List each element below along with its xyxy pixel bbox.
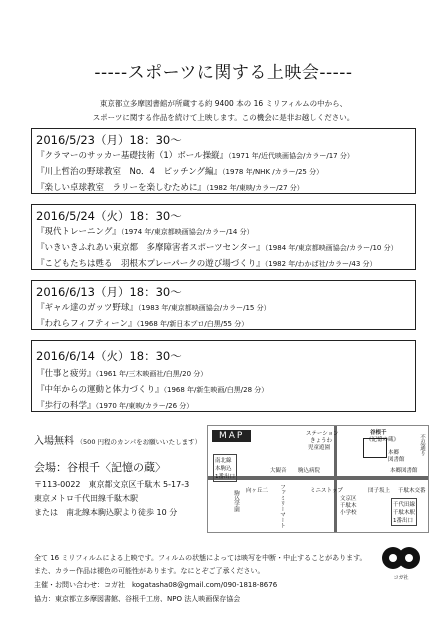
admission-main: 入場無料 xyxy=(34,436,74,447)
map-label: 駒込病院 xyxy=(298,468,321,474)
map-label: 図書館 xyxy=(388,457,405,463)
session-box xyxy=(31,280,416,330)
film-title: 『クラマーのサッカー基礎技術（1）ボール操縦』 xyxy=(36,151,229,161)
film-title: 『川上哲治の野球教室 No．4 ピッチング編』 xyxy=(36,167,223,177)
map-label: ミニストップ xyxy=(310,488,343,494)
footer-note: 全て 16 ミリフィルムによる上映です。フィルムの状態によっては映写を中断・中止することがあります。 xyxy=(34,554,367,562)
map-label: 児童遊園 xyxy=(308,445,331,451)
film-title: 『われらフィフティーン』 xyxy=(36,319,137,329)
map-label: 駒込学園 xyxy=(233,490,239,512)
film-title: 『歩行の科学』 xyxy=(36,401,96,411)
venue-address: 〒113-0022 東京都文京区千駄木 5-17-3 xyxy=(34,480,190,489)
admission xyxy=(34,432,201,447)
film-meta: （1970 年/東映/カラー/26 分） xyxy=(95,402,194,410)
session-date: 2016/5/24（火）18：30～ xyxy=(36,209,182,223)
map-label: きょうわ xyxy=(310,438,333,444)
film-title: 『現代トレーニング』 xyxy=(36,227,121,237)
map-label: 文京区 xyxy=(340,496,357,502)
film-meta: （1961 年/三木映画社/白黒/20 分） xyxy=(95,370,208,378)
map-label: 《記憶の蔵》 xyxy=(366,437,400,443)
road xyxy=(334,426,337,532)
intro-line: 東京都立多摩図書館が所蔵する約 9400 本の 16 ミリフィルムの中から、 xyxy=(99,99,348,108)
map-label: 不忍通り xyxy=(419,434,425,456)
station-box xyxy=(391,498,417,526)
station-box xyxy=(213,454,237,482)
logo-caption: コガ社 xyxy=(393,575,409,581)
film-item xyxy=(32,316,415,332)
session-box xyxy=(31,204,416,270)
film-title: 『こどもたちは甦る 羽根木プレーパークの遊び場づくり』 xyxy=(36,259,265,269)
film-item xyxy=(32,164,415,180)
film-meta: （1978 年/NHK /カラー/25 分） xyxy=(222,168,324,176)
map-label: 大観音 xyxy=(270,468,287,474)
film-item xyxy=(32,180,415,196)
intro-line: スポーツに関する作品を続けて上映します。この機会に是非お越しください。 xyxy=(92,113,355,122)
film-meta: （1968 年/新日本プロ/白黒/55 分） xyxy=(136,320,249,328)
page-title: -----スポーツに関する上映会----- xyxy=(94,63,353,83)
film-title: 『仕事と疲労』 xyxy=(36,369,96,379)
map-label: 本郷 xyxy=(388,450,400,456)
kogasha-logo xyxy=(381,546,421,581)
map-label: ステーション xyxy=(306,431,339,437)
film-item xyxy=(32,382,415,398)
film-meta: （1982 年/わかば社/カラー/43 分） xyxy=(264,260,377,268)
venue-access: 東京メトロ千代田線千駄木駅 xyxy=(34,494,138,503)
map-label: 本駒込 xyxy=(215,466,232,472)
film-meta: （1971 年/近代映画協会/カラー/17 分） xyxy=(228,152,354,160)
map-label: 南北線 xyxy=(215,458,232,464)
session-date: 2016/6/14（火）18：30～ xyxy=(36,349,182,363)
footer-credit: 協力：東京都立多摩図書館、谷根千工房、NPO 法人映画保存協会 xyxy=(34,595,241,603)
film-item xyxy=(32,148,415,164)
map-label: 千駄木駅 xyxy=(393,510,416,516)
film-item xyxy=(32,366,415,382)
film-item xyxy=(32,300,415,316)
session-date: 2016/5/23（月）18：30～ xyxy=(36,133,182,147)
film-item xyxy=(32,224,415,240)
film-meta: （1984 年/東京都映画協会/カラー/10 分） xyxy=(264,244,398,252)
film-title: 『ギャル達のガッツ野球』 xyxy=(36,303,138,313)
film-title: 『中年からの運動と体力づくり』 xyxy=(36,385,164,395)
map-label: ファミリーマート xyxy=(279,484,285,528)
map-title: MAP xyxy=(212,430,251,442)
session-date: 2016/6/13（月）18：30～ xyxy=(36,285,182,299)
map-label: 団子坂上 xyxy=(368,488,391,494)
map-label: 谷根千 xyxy=(370,430,387,436)
intro-text xyxy=(0,97,447,125)
venue-name: 会場：谷根千〈記憶の蔵〉 xyxy=(34,461,166,474)
map-label: 本郷図書館 xyxy=(390,468,418,474)
map-label: 向ヶ丘二 xyxy=(246,488,269,494)
footer-note: また、カラー作品は褪色の可能性があります。なにとぞご了承ください。 xyxy=(34,567,265,575)
map-label: 千駄木 xyxy=(340,503,357,509)
road xyxy=(208,476,428,480)
film-title: 『楽しい卓球教室 ラリーを楽しむために』 xyxy=(36,183,207,193)
film-item xyxy=(32,398,415,414)
map-label: 千代田線 xyxy=(393,502,416,508)
map-label: 1番出口 xyxy=(393,518,413,524)
film-meta: （1974 年/東京都映画協会/カラー/14 分） xyxy=(120,228,254,236)
access-map xyxy=(207,425,429,533)
admission-note: （500 円程のカンパをお願いいたします） xyxy=(76,438,202,446)
map-label: 千駄木交番 xyxy=(398,488,426,494)
footer-contact: 主催・お問い合わせ：コガ社 kogatasha08@gmail.com/090-1818-8676 xyxy=(34,581,278,589)
venue-access: または 南北線本駒込駅より徒歩 10 分 xyxy=(34,508,178,517)
map-label: 1番出口 xyxy=(215,474,235,480)
film-item xyxy=(32,240,415,256)
session-box xyxy=(31,340,416,412)
film-meta: （1968 年/新生映画/白黒/28 分） xyxy=(163,386,269,394)
session-box xyxy=(31,128,416,194)
film-title: 『いきいきふれあい東京都 多摩障害者スポーツセンター』 xyxy=(36,243,265,253)
film-item xyxy=(32,256,415,272)
map-label: 小学校 xyxy=(340,510,357,516)
logo-mark-icon xyxy=(381,546,421,570)
film-meta: （1982 年/東映/カラー/27 分） xyxy=(206,184,304,192)
film-meta: （1983 年/東京都映画協会/カラー/15 分） xyxy=(137,304,271,312)
